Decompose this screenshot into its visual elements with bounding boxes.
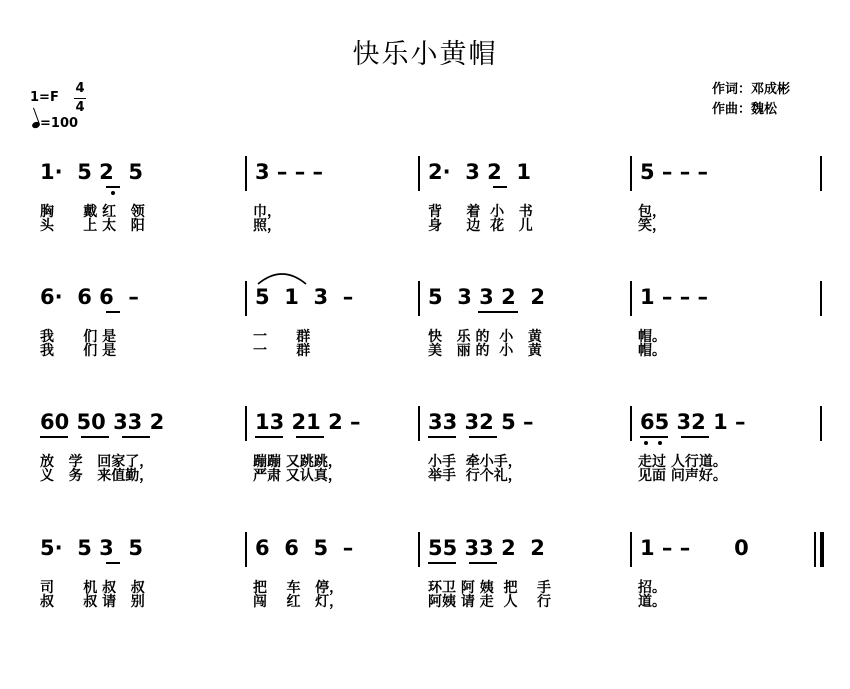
eighth-underline bbox=[122, 436, 150, 438]
eighth-underline bbox=[81, 436, 109, 438]
lyricist-credit: 作词：邓成彬 bbox=[712, 82, 791, 97]
barline bbox=[245, 281, 247, 316]
lyric: 叔 叔 请 别 bbox=[40, 594, 145, 610]
eighth-underline bbox=[255, 436, 283, 438]
lyric: 巾， bbox=[253, 204, 281, 220]
eighth-underline bbox=[106, 186, 120, 188]
lyric: 照， bbox=[253, 218, 281, 234]
barline bbox=[245, 532, 247, 567]
eighth-underline bbox=[40, 436, 68, 438]
key-signature: 1=F bbox=[30, 90, 59, 105]
measure-4-3: 55 33 2 2 bbox=[428, 536, 545, 560]
time-signature-bottom: 4 bbox=[75, 100, 85, 115]
lyric: 司 机 叔 叔 bbox=[40, 580, 145, 596]
measure-3-3: 33 32 5 – bbox=[428, 410, 534, 434]
lyric: 见面 问声好。 bbox=[638, 468, 727, 484]
low-octave-dot bbox=[658, 441, 662, 445]
barline bbox=[245, 406, 247, 441]
lyric: 环卫 阿 姨 把 手 bbox=[428, 580, 551, 596]
lyric: 一 群 bbox=[253, 343, 311, 359]
measure-1-4: 5 – – – bbox=[640, 160, 709, 184]
lyric: 义 务 来值勤， bbox=[40, 468, 154, 484]
song-title: 快乐小黄帽 bbox=[352, 39, 498, 70]
barline bbox=[820, 281, 822, 316]
measure-2-3: 5 3 3 2 2 bbox=[428, 285, 545, 309]
measure-3-2: 13 21 2 – bbox=[255, 410, 361, 434]
lyric: 快 乐 的 小 黄 bbox=[428, 329, 542, 345]
lyric: 招。 bbox=[638, 580, 666, 596]
lyric: 把 车 停， bbox=[253, 580, 344, 596]
final-barline-thin bbox=[814, 532, 816, 567]
eighth-underline bbox=[469, 562, 497, 564]
eighth-underline bbox=[640, 436, 668, 438]
measure-2-2: 5 1 3 – bbox=[255, 285, 354, 309]
measure-1-1: 1· 5 2 5 bbox=[40, 160, 143, 184]
measure-2-4: 1 – – – bbox=[640, 285, 709, 309]
eighth-underline bbox=[493, 186, 507, 188]
lyric: 小手 牵小手， bbox=[428, 454, 522, 470]
tempo-value: =100 bbox=[40, 116, 79, 131]
lyric: 阿姨 请 走 人 行 bbox=[428, 594, 551, 610]
lyric: 美 丽 的 小 黄 bbox=[428, 343, 542, 359]
lyric: 我 们 是 bbox=[40, 329, 117, 345]
barline bbox=[245, 156, 247, 191]
eighth-underline bbox=[106, 311, 120, 313]
lyric: 闯 红 灯， bbox=[253, 594, 344, 610]
lyric: 帽。 bbox=[638, 329, 666, 345]
lyric: 一 群 bbox=[253, 329, 311, 345]
measure-4-2: 6 6 5 – bbox=[255, 536, 354, 560]
lyric: 胸 戴 红 领 bbox=[40, 204, 145, 220]
final-barline-thick bbox=[820, 532, 824, 567]
tie-icon bbox=[256, 270, 308, 286]
lyric: 我 们 是 bbox=[40, 343, 117, 359]
low-octave-dot bbox=[111, 191, 115, 195]
time-signature bbox=[73, 80, 87, 117]
eighth-underline bbox=[106, 562, 120, 564]
lyric: 帽。 bbox=[638, 343, 666, 359]
barline bbox=[418, 406, 420, 441]
low-octave-dot bbox=[644, 441, 648, 445]
lyric: 头 上 太 阳 bbox=[40, 218, 145, 234]
measure-3-1: 60 50 33 2 bbox=[40, 410, 165, 434]
barline bbox=[820, 406, 822, 441]
measure-1-2: 3 – – – bbox=[255, 160, 324, 184]
eighth-underline bbox=[296, 436, 324, 438]
lyric: 道。 bbox=[638, 594, 666, 610]
lyric: 笑， bbox=[638, 218, 666, 234]
composer-credit: 作曲：魏松 bbox=[712, 102, 778, 117]
lyric: 包， bbox=[638, 204, 666, 220]
lyric: 严肃 又认真， bbox=[253, 468, 342, 484]
eighth-underline bbox=[681, 436, 709, 438]
measure-2-1: 6· 6 6 – bbox=[40, 285, 139, 309]
barline bbox=[418, 281, 420, 316]
lyric: 蹦蹦 又跳跳， bbox=[253, 454, 342, 470]
barline bbox=[630, 156, 632, 191]
eighth-underline bbox=[469, 436, 497, 438]
lyric: 放 学 回家了， bbox=[40, 454, 154, 470]
lyric: 走过 人行道。 bbox=[638, 454, 727, 470]
measure-4-1: 5· 5 3 5 bbox=[40, 536, 143, 560]
barline bbox=[820, 156, 822, 191]
measure-1-3: 2· 3 2 1 bbox=[428, 160, 531, 184]
barline bbox=[418, 532, 420, 567]
credits bbox=[712, 80, 790, 120]
lyric: 背 着 小 书 bbox=[428, 204, 533, 220]
lyric: 举手 行个礼， bbox=[428, 468, 522, 484]
measure-4-4: 1 – – 0 bbox=[640, 536, 749, 560]
tempo-mark bbox=[32, 116, 78, 131]
barline bbox=[630, 532, 632, 567]
eighth-underline bbox=[428, 436, 456, 438]
eighth-underline bbox=[428, 562, 456, 564]
barline bbox=[630, 281, 632, 316]
eighth-underline bbox=[478, 311, 518, 313]
lyric: 身 边 花 儿 bbox=[428, 218, 533, 234]
barline bbox=[418, 156, 420, 191]
measure-3-4: 65 32 1 – bbox=[640, 410, 746, 434]
time-signature-top: 4 bbox=[75, 81, 85, 96]
barline bbox=[630, 406, 632, 441]
